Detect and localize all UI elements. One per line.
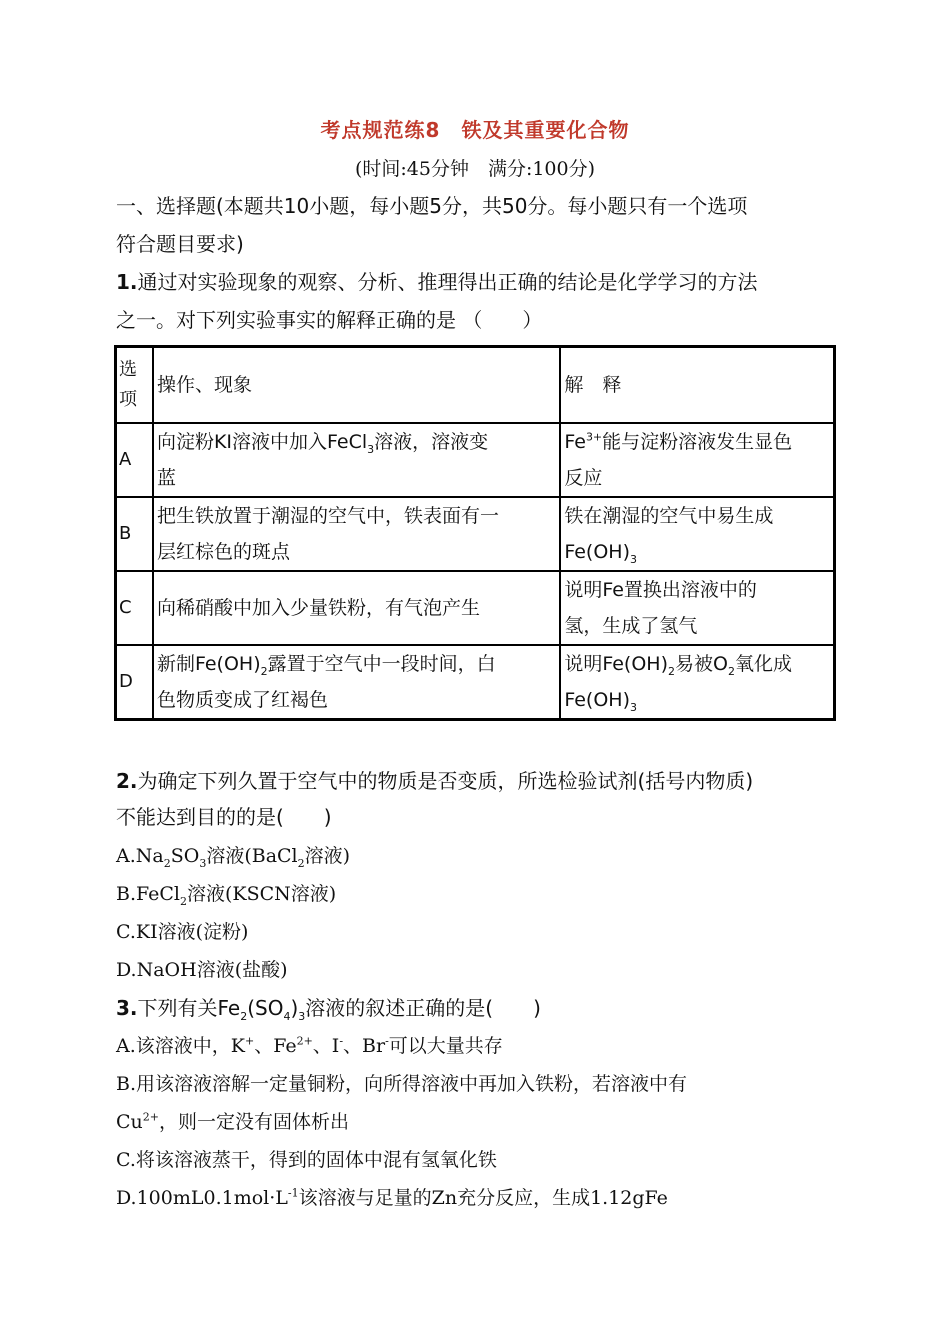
- explanation-cell: 铁在潮湿的空气中易生成 $Fe(OH)_3$: [560, 497, 834, 571]
- option-letter: A: [116, 423, 153, 497]
- question-2-text: 为确定下列久置于空气中的物质是否变质，所选检验试剂(括号内物质): [137, 769, 754, 793]
- table-header-row: [116, 347, 835, 424]
- table-row: [116, 423, 835, 497]
- operation-cell: 把生铁放置于潮湿的空气中，铁表面有一 层红棕色的斑点: [153, 497, 560, 571]
- question-1-table: [114, 345, 836, 721]
- question-2-line2: 不能达到目的的是( ): [116, 805, 332, 829]
- question-3-option-c: C.将该溶液蒸干，得到的固体中混有氢氧化铁: [116, 1149, 497, 1171]
- question-1-text: 通过对实验现象的观察、分析、推理得出正确的结论是化学学习的方法: [137, 270, 758, 294]
- page-subtitle: (时间:45分钟 满分:100分): [354, 158, 596, 180]
- question-2-number: 2.: [116, 769, 138, 793]
- question-2-option-d: D.NaOH溶液(盐酸): [116, 959, 288, 981]
- operation-cell: 向稀硝酸中加入少量铁粉，有气泡产生: [153, 571, 560, 645]
- question-3-option-b-line1: B.用该溶液溶解一定量铜粉，向所得溶液中再加入铁粉，若溶液中有: [116, 1073, 688, 1095]
- option-letter: D: [116, 645, 153, 720]
- table-row: [116, 497, 835, 571]
- explanation-cell: 说明Fe置换出溶液中的 氢，生成了氢气: [560, 571, 834, 645]
- question-3-option-a: A.该溶液中，K+、$Fe^{2+}$、I-、Br-可以大量共存: [116, 1034, 503, 1057]
- explanation-cell: $Fe^{3+}$能与淀粉溶液发生显色 反应: [560, 423, 834, 497]
- question-2-option-c: C.KI溶液(淀粉): [116, 921, 249, 943]
- option-letter: C: [116, 571, 153, 645]
- operation-cell: 向淀粉KI溶液中加入FeCl$_3$溶液，溶液变 蓝: [153, 423, 560, 497]
- question-2-option-b: B.FeCl$_2$溶液(KSCN溶液): [116, 883, 337, 908]
- question-3-option-b-line2: $Cu^{2+}$，则一定没有固体析出: [116, 1110, 350, 1133]
- question-3-line1: 3.下列有关$Fe_2(SO_4)_3$溶液的叙述正确的是( ): [116, 996, 541, 1023]
- question-3-number: 3.: [116, 996, 138, 1020]
- section-heading-line2: 符合题目要求): [116, 232, 244, 256]
- table-row: [116, 645, 835, 720]
- question-3-option-d: $D.100mL0.1mol\cdot L^{-1}$该溶液与足量的Zn充分反应，生成1.12gFe: [116, 1186, 668, 1209]
- explanation-cell: 说明$Fe(OH)_2$易被$O_2$氧化成 $Fe(OH)_3$: [560, 645, 834, 720]
- table-row: [116, 571, 835, 645]
- question-1-line2: 之一。对下列实验事实的解释正确的是 （ ）: [116, 308, 543, 332]
- question-1-number: 1.: [116, 270, 138, 294]
- question-2-line1: [116, 767, 846, 795]
- header-explanation-cell: 解 释: [560, 347, 834, 424]
- page-title: 考点规范练8 铁及其重要化合物: [320, 118, 630, 142]
- operation-cell: 新制$Fe(OH)_2$露置于空气中一段时间，白 色物质变成了红褐色: [153, 645, 560, 720]
- header-operation-cell: 操作、现象: [153, 347, 560, 424]
- header-option-cell: 选 项: [116, 347, 153, 424]
- question-1-line1: [116, 268, 846, 296]
- section-heading-line1: 一、选择题(本题共10小题，每小题5分，共50分。每小题只有一个选项: [116, 194, 748, 218]
- question-2-option-a: $A.Na_2SO_3$溶液(BaCl$_2$溶液): [116, 845, 351, 870]
- option-letter: B: [116, 497, 153, 571]
